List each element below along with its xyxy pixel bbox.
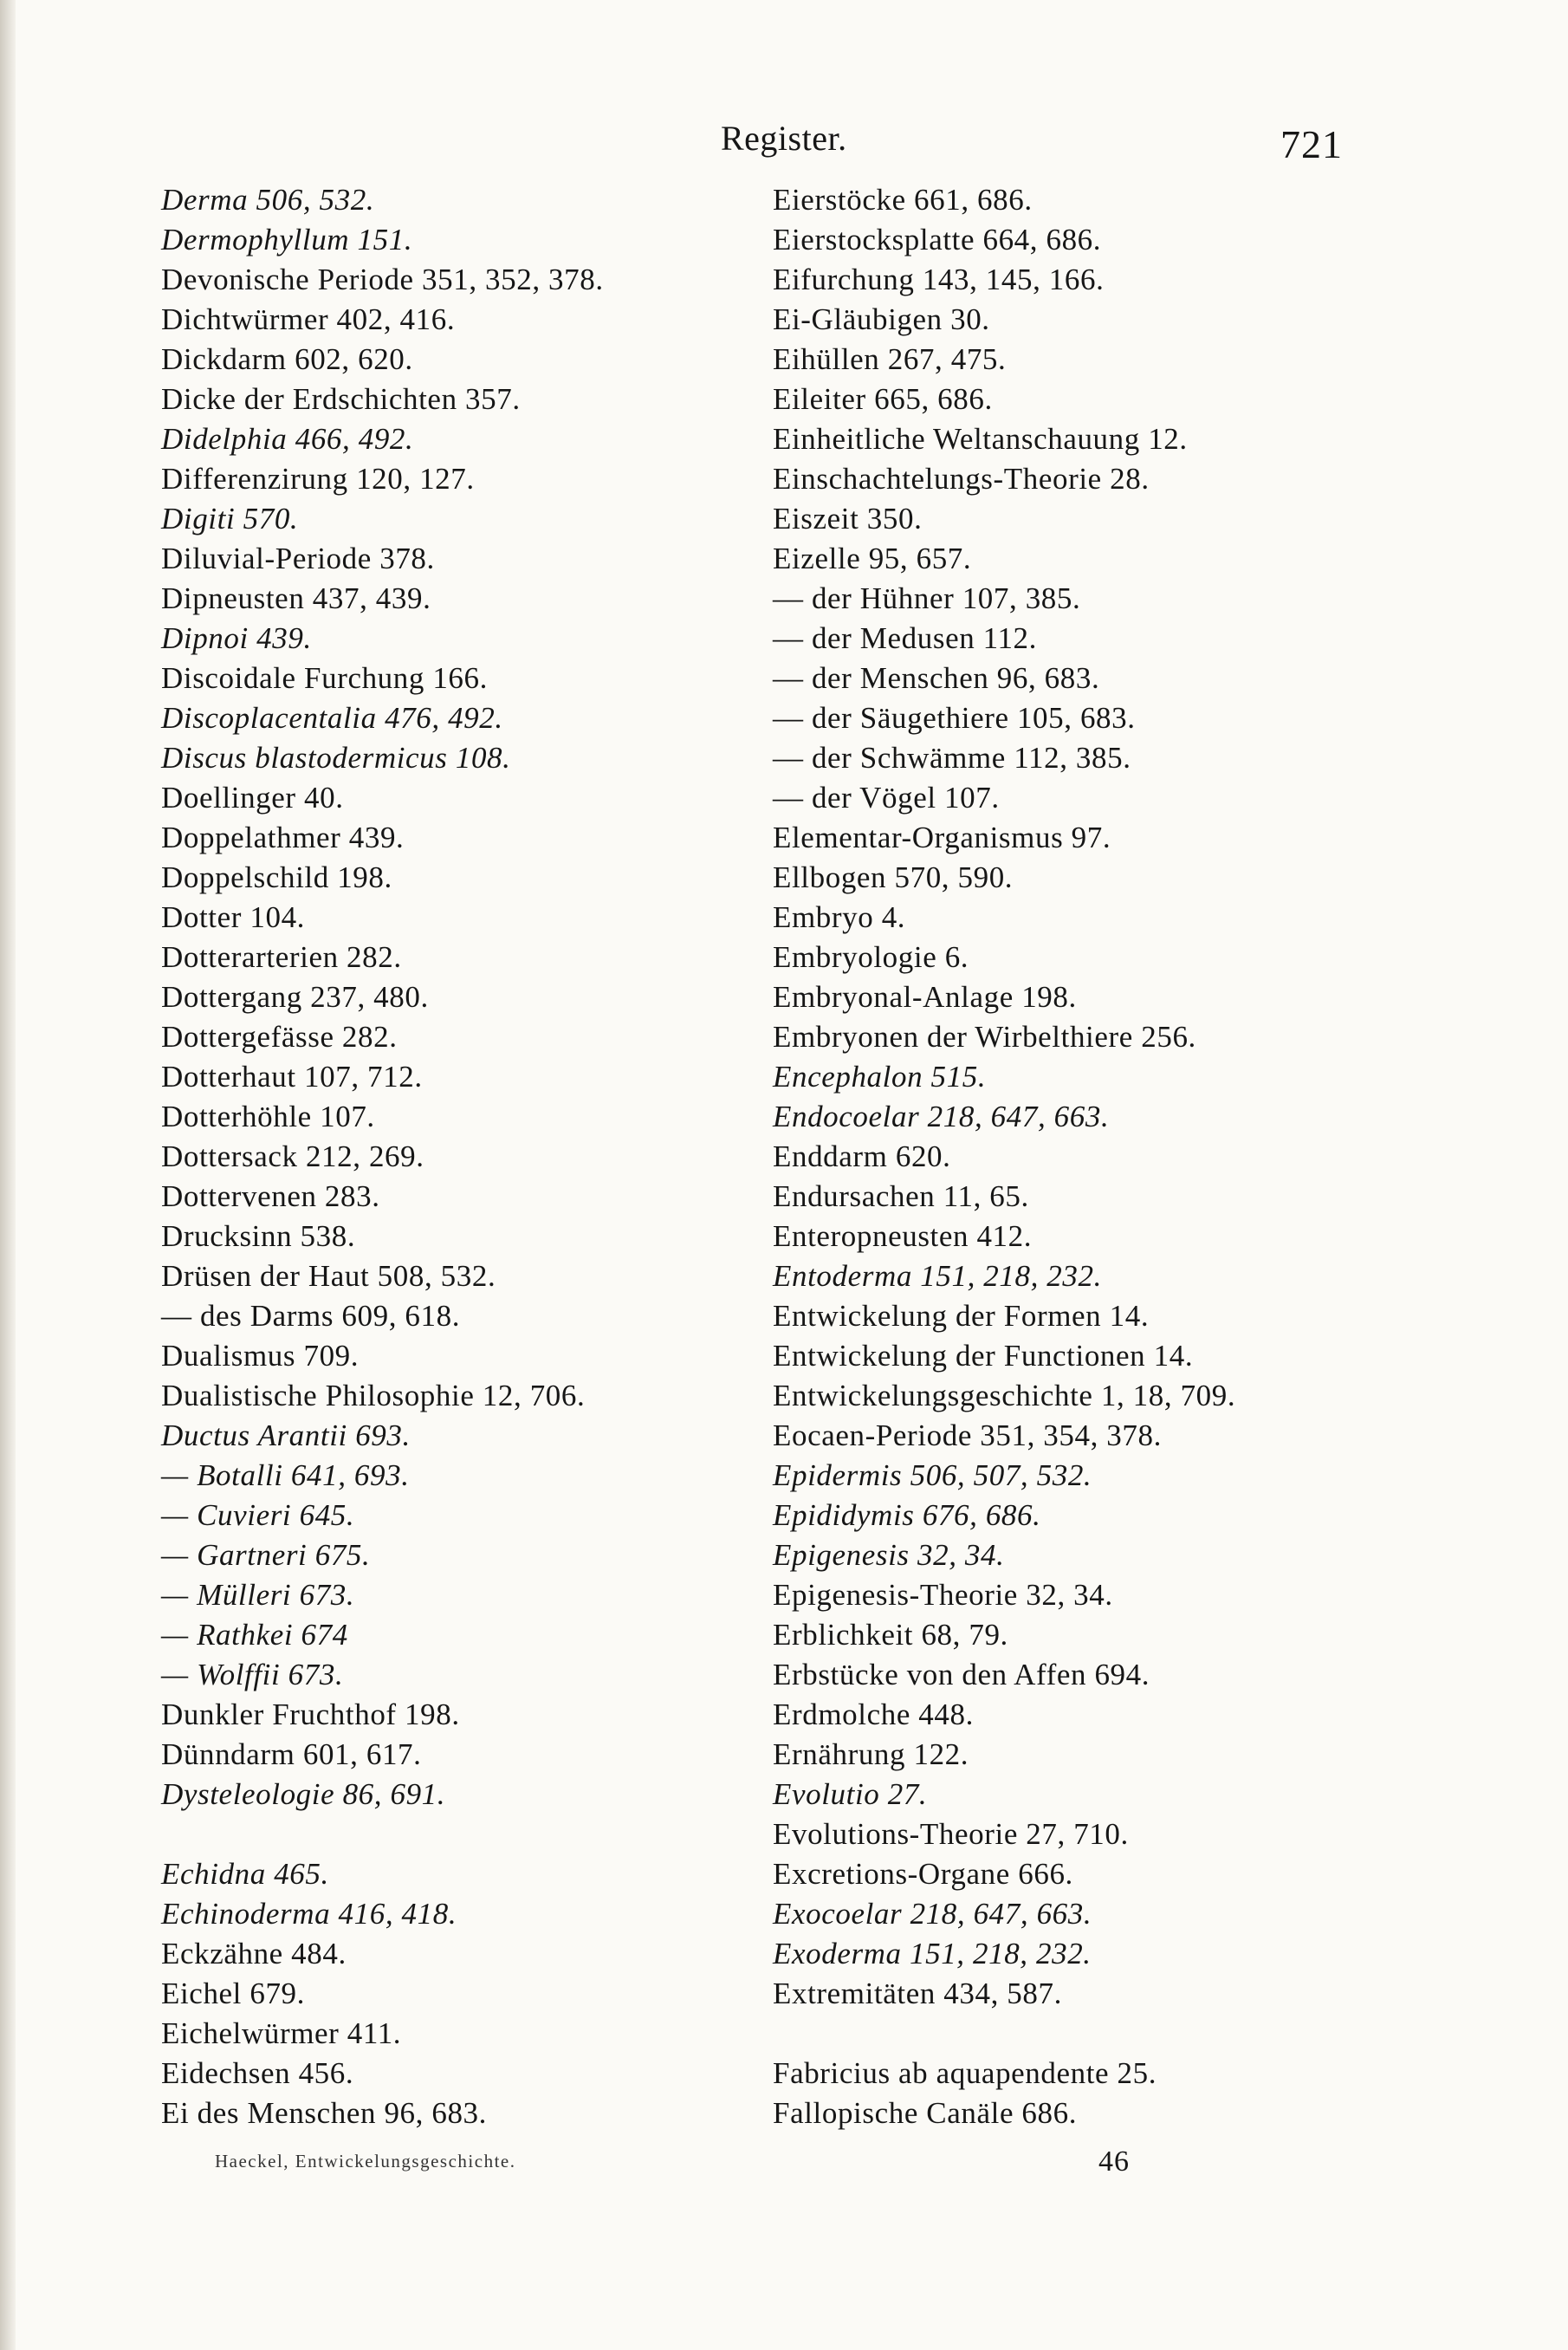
index-entry: Erblichkeit 68, 79. <box>773 1618 1008 1652</box>
page-header <box>0 118 1568 170</box>
index-entry: Entwickelung der Functionen 14. <box>773 1339 1194 1373</box>
index-entry: Embryologie 6. <box>773 940 969 974</box>
footer-author-line: Haeckel, Entwickelungsgeschichte. <box>215 2151 516 2171</box>
index-entry: Dotter 104. <box>161 900 306 934</box>
index-entry: Embryonen der Wirbelthiere 256. <box>773 1020 1196 1054</box>
index-entry: Eierstöcke 661, 686. <box>773 183 1033 217</box>
index-entry: Encephalon 515. <box>773 1060 987 1094</box>
index-entry: Doppelathmer 439. <box>161 821 405 854</box>
index-entry: Einschachtelungs-Theorie 28. <box>773 462 1150 496</box>
index-entry: Endursachen 11, 65. <box>773 1179 1029 1213</box>
index-entry: Exocoelar 218, 647, 663. <box>773 1897 1092 1931</box>
index-entry: Eidechsen 456. <box>161 2056 354 2090</box>
index-entry: Ei-Gläubigen 30. <box>773 302 990 336</box>
index-entry: Echinoderma 416, 418. <box>161 1897 457 1931</box>
index-entry: Excretions-Organe 666. <box>773 1857 1073 1891</box>
index-entry: Dottergang 237, 480. <box>161 980 429 1014</box>
index-entry: Drucksinn 538. <box>161 1219 356 1253</box>
index-entry: Epidermis 506, 507, 532. <box>773 1458 1092 1492</box>
index-entry: Discoidale Furchung 166. <box>161 661 488 695</box>
index-entry: Ductus Arantii 693. <box>161 1418 411 1452</box>
index-entry: Eifurchung 143, 145, 166. <box>773 263 1105 296</box>
index-entry: Dottersack 212, 269. <box>161 1139 424 1173</box>
index-entry: Dotterhöhle 107. <box>161 1100 375 1133</box>
index-entry: Eichel 679. <box>161 1977 305 2010</box>
index-entry: Dermophyllum 151. <box>161 223 413 256</box>
index-entry: Epigenesis 32, 34. <box>773 1538 1005 1572</box>
index-entry: Elementar-Organismus 97. <box>773 821 1111 854</box>
index-entry: Didelphia 466, 492. <box>161 422 414 456</box>
index-entry: Eizelle 95, 657. <box>773 542 972 575</box>
index-entry: Dickdarm 602, 620. <box>161 342 413 376</box>
index-entry: — Botalli 641, 693. <box>161 1458 410 1492</box>
index-entry: Dicke der Erdschichten 357. <box>161 382 521 416</box>
index-entry: — der Medusen 112. <box>773 621 1038 655</box>
index-column-right <box>773 180 1379 2133</box>
index-entry: Dünndarm 601, 617. <box>161 1737 422 1771</box>
index-entry: — der Hühner 107, 385. <box>773 581 1081 615</box>
index-entry: Evolutions-Theorie 27, 710. <box>773 1817 1129 1851</box>
index-entry: Entoderma 151, 218, 232. <box>773 1259 1102 1293</box>
index-entry: Embryo 4. <box>773 900 906 934</box>
index-entry: Derma 506, 532. <box>161 183 375 217</box>
index-entry: — der Vögel 107. <box>773 781 1000 815</box>
signature-mark: 46 <box>1098 2146 1130 2178</box>
index-entry: Dipnoi 439. <box>161 621 312 655</box>
index-entry: Ei des Menschen 96, 683. <box>161 2096 488 2130</box>
running-head: Register. <box>721 119 847 158</box>
index-entry: Epididymis 676, 686. <box>773 1498 1041 1532</box>
index-entry: Ellbogen 570, 590. <box>773 860 1014 894</box>
index-entry: — der Säugethiere 105, 683. <box>773 701 1136 735</box>
index-entry: Diluvial-Periode 378. <box>161 542 435 575</box>
index-entry: Dualistische Philosophie 12, 706. <box>161 1379 586 1412</box>
page-number: 721 <box>1280 122 1343 166</box>
index-entry: Fallopische Canäle 686. <box>773 2096 1078 2130</box>
index-column-left <box>161 180 768 2133</box>
index-entry: — der Schwämme 112, 385. <box>773 741 1131 775</box>
index-entry: — der Menschen 96, 683. <box>773 661 1100 695</box>
index-entry: Doppelschild 198. <box>161 860 392 894</box>
index-entry: — Wolffii 673. <box>161 1658 344 1691</box>
index-entry: Epigenesis-Theorie 32, 34. <box>773 1578 1113 1612</box>
index-entry: Doellinger 40. <box>161 781 344 815</box>
index-entry: Exoderma 151, 218, 232. <box>773 1937 1092 1970</box>
index-entry: Dualismus 709. <box>161 1339 360 1373</box>
index-entry: Eihüllen 267, 475. <box>773 342 1007 376</box>
index-entry: Einheitliche Weltanschauung 12. <box>773 422 1188 456</box>
index-entry: — Cuvieri 645. <box>161 1498 355 1532</box>
index-entry: Enddarm 620. <box>773 1139 951 1173</box>
index-entry: Devonische Periode 351, 352, 378. <box>161 263 604 296</box>
index-entry: — des Darms 609, 618. <box>161 1299 461 1333</box>
index-entry: Discoplacentalia 476, 492. <box>161 701 503 735</box>
index-entry: Dottervenen 283. <box>161 1179 380 1213</box>
index-entry: Eierstocksplatte 664, 686. <box>773 223 1102 256</box>
index-entry: Eckzähne 484. <box>161 1937 347 1970</box>
index-entry: Eiszeit 350. <box>773 502 923 536</box>
index-entry: Dottergefässe 282. <box>161 1020 398 1054</box>
index-entry: Entwickelung der Formen 14. <box>773 1299 1150 1333</box>
index-entry: — Gartneri 675. <box>161 1538 371 1572</box>
index-entry: Dotterarterien 282. <box>161 940 402 974</box>
index-entry: Fabricius ab aquapendente 25. <box>773 2056 1157 2090</box>
index-entry: Eileiter 665, 686. <box>773 382 993 416</box>
index-entry: Echidna 465. <box>161 1857 329 1891</box>
index-entry: Ernährung 122. <box>773 1737 969 1771</box>
index-entry: — Mülleri 673. <box>161 1578 355 1612</box>
index-entry: Entwickelungsgeschichte 1, 18, 709. <box>773 1379 1236 1412</box>
index-entry: Dysteleologie 86, 691. <box>161 1777 446 1811</box>
index-entry: Erbstücke von den Affen 694. <box>773 1658 1150 1691</box>
index-entry: Dunkler Fruchthof 198. <box>161 1698 460 1731</box>
index-entry: Endocoelar 218, 647, 663. <box>773 1100 1110 1133</box>
index-entry: Discus blastodermicus 108. <box>161 741 511 775</box>
index-entry: Erdmolche 448. <box>773 1698 974 1731</box>
index-entry: Dipneusten 437, 439. <box>161 581 431 615</box>
index-entry: Enteropneusten 412. <box>773 1219 1033 1253</box>
index-entry: Evolutio 27. <box>773 1777 928 1811</box>
index-entry: Eocaen-Periode 351, 354, 378. <box>773 1418 1162 1452</box>
index-entry: Extremitäten 434, 587. <box>773 1977 1062 2010</box>
index-entry: Dotterhaut 107, 712. <box>161 1060 423 1094</box>
page-edge-shadow <box>0 0 16 2350</box>
index-entry: Differenzirung 120, 127. <box>161 462 475 496</box>
index-entry: Eichelwürmer 411. <box>161 2016 402 2050</box>
index-entry: Dichtwürmer 402, 416. <box>161 302 456 336</box>
index-entry: Drüsen der Haut 508, 532. <box>161 1259 496 1293</box>
index-entry: Digiti 570. <box>161 502 299 536</box>
index-entry: — Rathkei 674 <box>161 1618 348 1652</box>
index-entry: Embryonal-Anlage 198. <box>773 980 1077 1014</box>
